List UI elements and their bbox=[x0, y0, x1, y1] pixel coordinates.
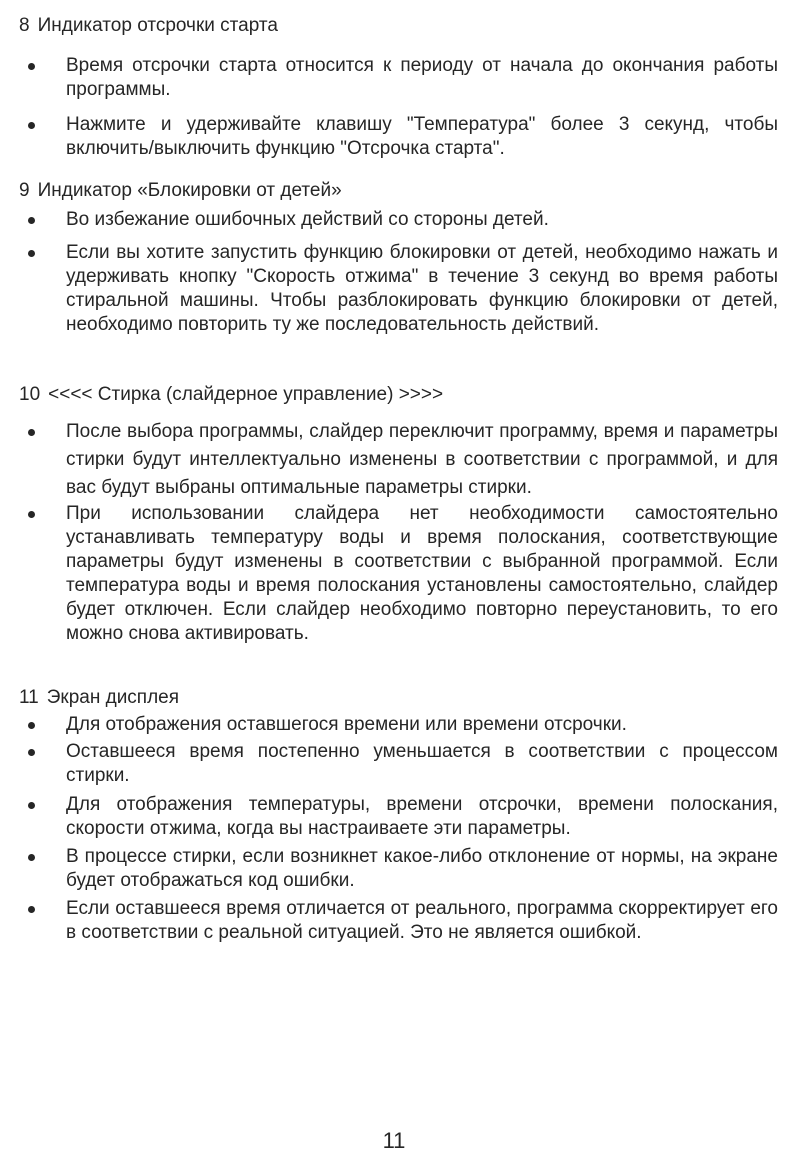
list-item-text: После выбора программы, слайдер переключит программу, время и параметры стирки будут интеллектуально изменены в соответствии с программой, и для вас будут выбраны оптимальные параметры стирки. bbox=[66, 421, 778, 498]
list-item-text: В процессе стирки, если возникнет какое-либо отклонение от нормы, на экране будет отображаться код ошибки. bbox=[66, 846, 778, 891]
section-title: Индикатор отсрочки старта bbox=[37, 15, 278, 36]
list-item-text: Для отображения оставшегося времени или времени отсрочки. bbox=[66, 714, 627, 735]
section-heading-11 bbox=[19, 686, 179, 710]
section-number: 8 bbox=[19, 15, 30, 36]
list-item-text: Если оставшееся время отличается от реального, программа скорректирует его в соответствии с реальной ситуацией. Это не является ошибкой. bbox=[66, 898, 778, 943]
section-number: 10 bbox=[19, 384, 41, 405]
section-title: Экран дисплея bbox=[46, 687, 180, 708]
section-heading-10 bbox=[19, 383, 443, 407]
section-heading-8 bbox=[19, 14, 278, 38]
list-item bbox=[66, 793, 778, 841]
list-item-text: Время отсрочки старта относится к периоду от начала до окончания работы программы. bbox=[66, 55, 778, 100]
list-item-text: Для отображения температуры, времени отсрочки, времени полоскания, скорости отжима, когда вы настраиваете эти параметры. bbox=[66, 794, 778, 839]
section-number: 9 bbox=[19, 180, 30, 201]
list-item bbox=[66, 740, 778, 788]
list-item bbox=[66, 502, 778, 646]
list-item-text: Нажмите и удерживайте клавишу "Температура" более 3 секунд, чтобы включить/выключить функцию "Отсрочка старта". bbox=[66, 114, 778, 159]
section-title: <<<< Стирка (слайдерное управление) >>>> bbox=[48, 384, 444, 405]
list-item bbox=[66, 845, 778, 893]
list-item bbox=[66, 418, 778, 502]
page-number: 11 bbox=[382, 1128, 406, 1153]
list-item-text: Если вы хотите запустить функцию блокировки от детей, необходимо нажать и удерживать кнопку "Скорость отжима" в течение 3 секунд во время работы стиральной машины. Чтобы разблокировать функцию блокировки от детей, необходимо повторить ту же последовательность действий. bbox=[66, 242, 778, 335]
list-item-text: Оставшееся время постепенно уменьшается в соответствии с процессом стирки. bbox=[66, 741, 778, 786]
section-title: Индикатор «Блокировки от детей» bbox=[37, 180, 342, 201]
list-item-text: При использовании слайдера нет необходимости самостоятельно устанавливать температуру воды и время полоскания, соответствующие параметры будут изменены в соответствии с выбранной программой. Если температура воды и время полоскания установлены самостоятельно, слайдер будет отключен. Если слайдер необходимо повторно переустановить, то его можно снова активировать. bbox=[66, 503, 778, 644]
list-item bbox=[66, 241, 778, 337]
list-item bbox=[66, 113, 778, 161]
list-item bbox=[66, 713, 778, 737]
list-item bbox=[66, 54, 778, 102]
list-item bbox=[66, 897, 778, 945]
list-item bbox=[66, 208, 778, 232]
list-item-text: Во избежание ошибочных действий со стороны детей. bbox=[66, 209, 549, 230]
section-number: 11 bbox=[19, 687, 39, 708]
section-heading-9 bbox=[19, 179, 342, 203]
